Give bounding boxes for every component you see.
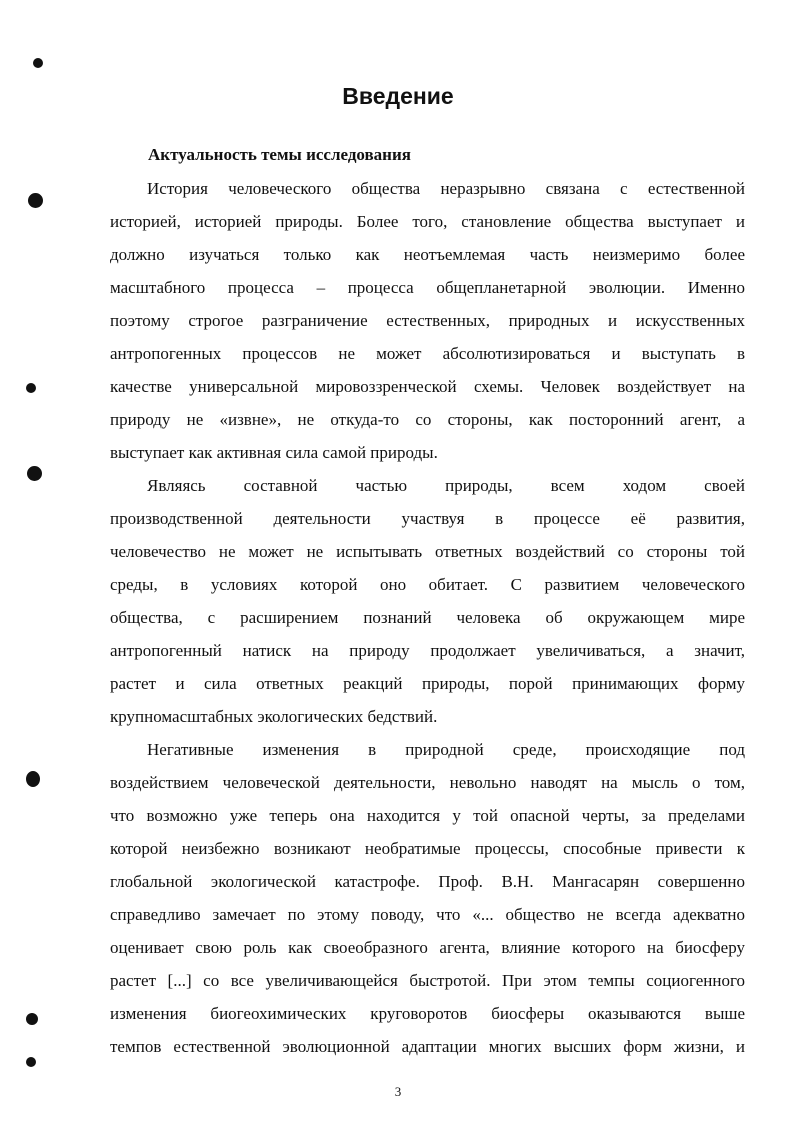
text-line: История человеческого общества неразрывно связана с естественной — [147, 179, 745, 198]
text-line: растет [...] со все увеличивающейся быстротой. При этом темпы социогенного — [110, 971, 745, 990]
text-line: крупномасштабных экологических бедствий. — [110, 707, 438, 726]
text-line: производственной деятельности участвуя в процессе её развития, — [110, 509, 745, 528]
text-line: растет и сила ответных реакций природы, порой принимающих форму — [110, 674, 745, 693]
text-line: человечество не может не испытывать ответных воздействий со стороны той — [110, 542, 745, 561]
text-line: справедливо замечает по этому поводу, что «... общество не всегда адекватно — [110, 905, 745, 924]
text-line: общества, с расширением познаний человека об окружающем мире — [110, 608, 745, 627]
binder-hole-7 — [26, 1057, 36, 1067]
binder-hole-2 — [28, 193, 43, 208]
text-line: качестве универсальной мировоззренческой схемы. Человек воздействует на — [110, 377, 745, 396]
text-line: выступает как активная сила самой природы. — [110, 443, 438, 462]
text-line: темпов естественной эволюционной адаптации многих высших форм жизни, и — [110, 1037, 745, 1056]
binder-hole-4 — [27, 466, 42, 481]
binder-hole-3 — [26, 383, 36, 393]
body-text — [110, 172, 745, 1063]
text-line: антропогенный натиск на природу продолжает увеличиваться, а значит, — [110, 641, 745, 660]
binder-hole-1 — [33, 58, 43, 68]
text-line: изменения биогеохимических круговоротов биосферы оказываются выше — [110, 1004, 745, 1023]
binder-hole-6 — [26, 1013, 38, 1025]
text-line: Негативные изменения в природной среде, происходящие под — [147, 740, 745, 759]
binder-hole-5 — [26, 771, 40, 787]
text-line: среды, в условиях которой оно обитает. С развитием человеческого — [110, 575, 745, 594]
text-line: воздействием человеческой деятельности, невольно наводят на мысль о том, — [110, 773, 745, 792]
text-line: Являясь составной частью природы, всем ходом своей — [147, 476, 745, 495]
text-line: должно изучаться только как неотъемлемая часть неизмеримо более — [110, 245, 745, 264]
text-line: глобальной экологической катастрофе. Проф. В.Н. Мангасарян совершенно — [110, 872, 745, 891]
text-line: оценивает свою роль как своеобразного агента, влияние которого на биосферу — [110, 938, 745, 957]
text-line: поэтому строгое разграничение естественных, природных и искусственных — [110, 311, 745, 330]
text-line: антропогенных процессов не может абсолютизироваться и выступать в — [110, 344, 745, 363]
text-line: что возможно уже теперь она находится у той опасной черты, за пределами — [110, 806, 745, 825]
text-line: масштабного процесса – процесса общепланетарной эволюции. Именно — [110, 278, 745, 297]
page-title: Введение — [342, 83, 454, 109]
section-title: Актуальность темы исследования — [148, 145, 411, 164]
text-line: историей, историей природы. Более того, становление общества выступает и — [110, 212, 745, 231]
text-line: природу не «извне», не откуда-то со стороны, как посторонний агент, а — [110, 410, 745, 429]
page-number: 3 — [394, 1084, 402, 1099]
text-line: которой неизбежно возникают необратимые процессы, способные привести к — [110, 839, 745, 858]
